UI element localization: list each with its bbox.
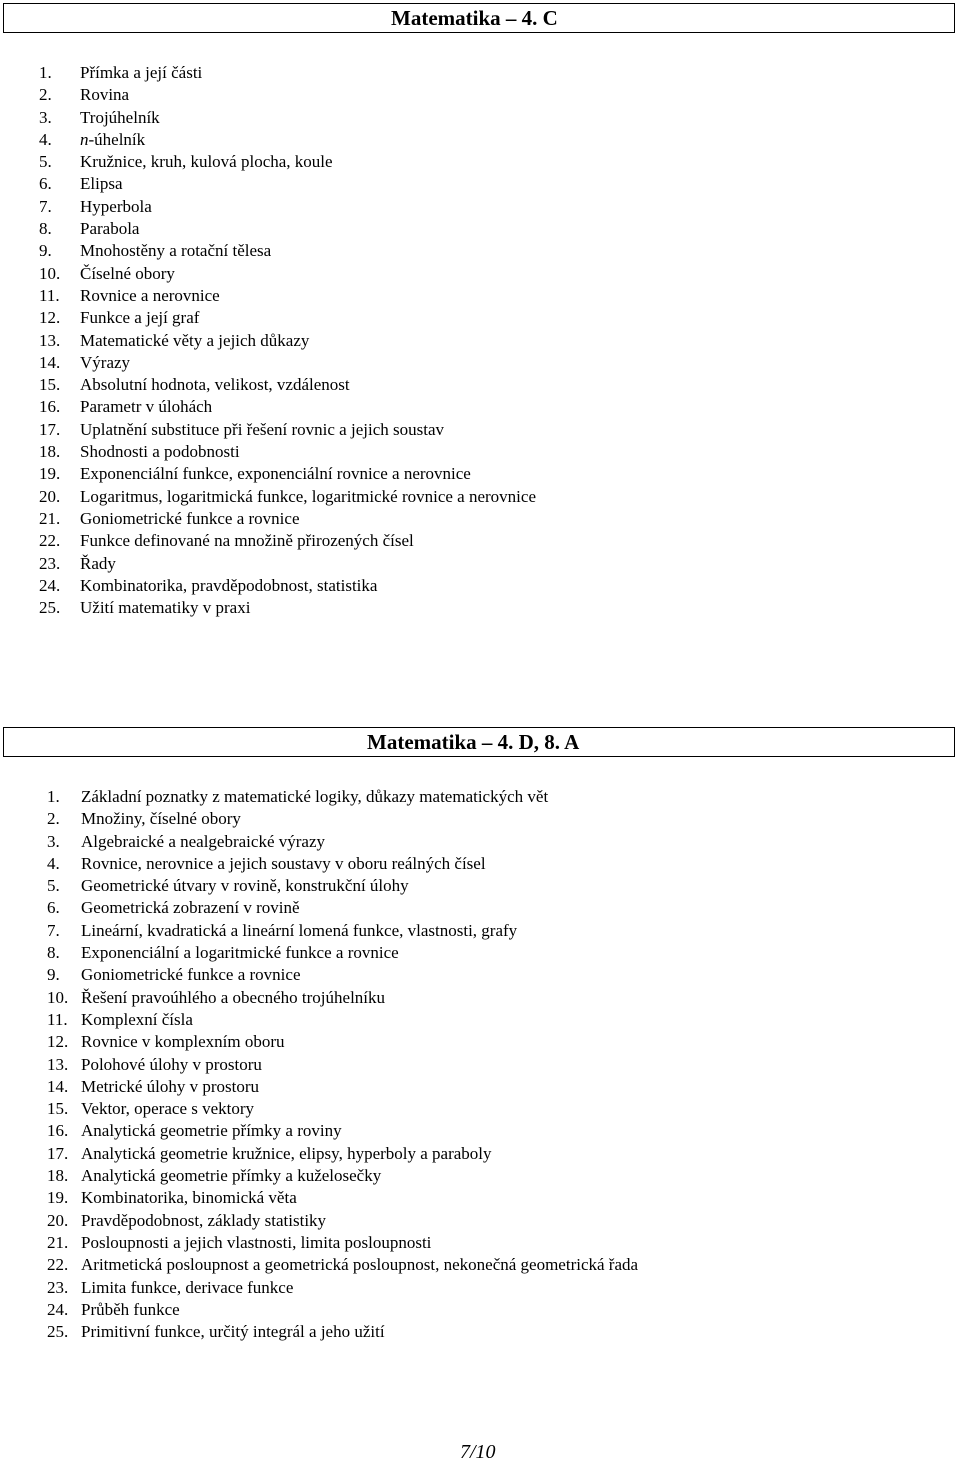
list-item	[39, 352, 536, 374]
list-item-text: Limita funkce, derivace funkce	[81, 1277, 294, 1297]
list-item	[39, 84, 536, 106]
list-item-number: 24.	[39, 575, 61, 595]
list-item-text: Číselné obory	[80, 263, 175, 283]
list-item	[47, 1031, 638, 1053]
list-item	[39, 129, 536, 151]
list-item-number: 17.	[47, 1143, 69, 1163]
list-item-number: 2.	[39, 85, 52, 105]
list-item-number: 23.	[39, 553, 61, 573]
list-item-number: 15.	[47, 1099, 69, 1119]
list-item-number: 19.	[39, 464, 61, 484]
list-item-number: 20.	[39, 486, 61, 506]
list-item-text: Výrazy	[80, 352, 131, 372]
list-item-number: 17.	[39, 419, 61, 439]
list-item	[47, 786, 638, 808]
list-item-text: Přímka a její části	[80, 63, 203, 82]
list-item-text: Posloupnosti a jejich vlastnosti, limita posloupnosti	[81, 1232, 432, 1252]
list-item-text: Mnohostěny a rotační tělesa	[80, 241, 272, 261]
list-item	[39, 597, 536, 619]
list-item-text: Elipsa	[80, 174, 123, 194]
list-item	[39, 218, 536, 240]
list-item-text: Funkce a její graf	[80, 308, 200, 328]
list-item-number: 16.	[47, 1121, 69, 1141]
list-item-text: Geometrické útvary v rovině, konstrukční úlohy	[81, 876, 409, 896]
list-item	[39, 575, 536, 597]
list-item-text: n-úhelník	[80, 129, 146, 149]
list-item-number: 23.	[47, 1277, 69, 1297]
list-item	[47, 942, 638, 964]
list-item-text: Aritmetická posloupnost a geometrická posloupnost, nekonečná geometrická řada	[81, 1255, 639, 1275]
section-c-title: Matematika – 4. C	[391, 6, 558, 30]
list-item	[47, 831, 638, 853]
list-item-text: Parabola	[80, 219, 140, 239]
list-item	[47, 920, 638, 942]
list-item	[39, 196, 536, 218]
list-item-text: Množiny, číselné obory	[81, 809, 241, 829]
list-item	[47, 1299, 638, 1321]
list-item-text: Lineární, kvadratická a lineární lomená funkce, vlastnosti, grafy	[81, 920, 518, 940]
list-item-number: 13.	[39, 330, 61, 350]
list-item	[47, 875, 638, 897]
list-item-text: Metrické úlohy v prostoru	[81, 1076, 259, 1096]
list-item-text: Goniometrické funkce a rovnice	[81, 965, 301, 985]
list-item	[39, 151, 536, 173]
list-item	[47, 897, 638, 919]
list-item-text: Matematické věty a jejich důkazy	[80, 330, 310, 350]
list-item-text: Rovina	[80, 85, 130, 105]
list-item-text: Polohové úlohy v prostoru	[81, 1054, 262, 1074]
list-item	[47, 1321, 638, 1343]
list-item-text: Goniometrické funkce a rovnice	[80, 508, 300, 528]
list-item-number: 5.	[39, 152, 52, 172]
section-d-topic-list	[47, 786, 638, 1343]
list-item-number: 16.	[39, 397, 61, 417]
list-item	[47, 808, 638, 830]
list-item-text: Rovnice a nerovnice	[80, 285, 220, 305]
list-item	[47, 1187, 638, 1209]
list-item	[39, 285, 536, 307]
list-item	[47, 1232, 638, 1254]
list-item-number: 8.	[39, 219, 52, 239]
list-item	[39, 419, 536, 441]
list-item-number: 1.	[47, 787, 60, 806]
list-item	[39, 240, 536, 262]
list-item-text: Primitivní funkce, určitý integrál a jeho užití	[81, 1322, 385, 1342]
list-item-number: 6.	[39, 174, 52, 194]
list-item-text: Kombinatorika, pravděpodobnost, statistika	[80, 575, 378, 595]
list-item	[47, 987, 638, 1009]
list-item-number: 12.	[39, 308, 61, 328]
list-item	[47, 1210, 638, 1232]
list-item-number: 3.	[47, 831, 60, 851]
list-item-number: 12.	[47, 1032, 69, 1052]
list-item-number: 20.	[47, 1210, 69, 1230]
list-item-number: 21.	[39, 508, 61, 528]
list-item-text: Hyperbola	[80, 196, 152, 216]
list-item-text: Exponenciální a logaritmické funkce a rovnice	[81, 943, 399, 963]
list-item	[39, 530, 536, 552]
list-item-text: Uplatnění substituce při řešení rovnic a jejich soustav	[80, 419, 444, 439]
list-item-number: 22.	[47, 1255, 69, 1275]
list-item-number: 8.	[47, 943, 60, 963]
list-item-number: 11.	[47, 1009, 68, 1029]
list-item-text: Geometrická zobrazení v rovině	[81, 898, 300, 918]
section-c-header	[3, 3, 955, 33]
list-item-number: 9.	[47, 965, 60, 985]
list-item-text: Analytická geometrie kružnice, elipsy, hyperboly a paraboly	[81, 1143, 492, 1163]
section-d-title: Matematika – 4. D, 8. A	[367, 730, 580, 754]
list-item-text: Exponenciální funkce, exponenciální rovnice a nerovnice	[80, 464, 471, 484]
list-item-number: 18.	[47, 1166, 69, 1186]
list-item-text: Logaritmus, logaritmická funkce, logaritmické rovnice a nerovnice	[80, 486, 536, 506]
list-item-number: 7.	[39, 196, 52, 216]
list-item-number: 22.	[39, 531, 61, 551]
list-item-text: Rovnice, nerovnice a jejich soustavy v oboru reálných čísel	[81, 853, 486, 873]
list-item	[47, 853, 638, 875]
list-item	[39, 107, 536, 129]
section-d-header	[3, 727, 955, 757]
list-item-number: 1.	[39, 63, 52, 82]
list-item	[39, 553, 536, 575]
list-item	[39, 396, 536, 418]
list-item-number: 25.	[47, 1322, 69, 1342]
list-item	[47, 1076, 638, 1098]
list-item-text: Komplexní čísla	[81, 1009, 193, 1029]
list-item-number: 9.	[39, 241, 52, 261]
list-item-number: 18.	[39, 442, 61, 462]
list-item-number: 10.	[47, 987, 69, 1007]
list-item-number: 5.	[47, 876, 60, 896]
list-item-number: 21.	[47, 1232, 69, 1252]
list-item-number: 6.	[47, 898, 60, 918]
list-item	[39, 441, 536, 463]
list-item-number: 11.	[39, 285, 60, 305]
list-item-text: Trojúhelník	[80, 107, 160, 127]
list-item-number: 4.	[47, 853, 60, 873]
list-item-text: Užití matematiky v praxi	[80, 598, 251, 618]
list-item-number: 10.	[39, 263, 61, 283]
list-item-text: Analytická geometrie přímky a kuželosečky	[81, 1166, 382, 1186]
list-item	[39, 307, 536, 329]
list-item-text: Kombinatorika, binomická věta	[81, 1188, 297, 1208]
list-item-text: Absolutní hodnota, velikost, vzdálenost	[80, 375, 350, 395]
list-item	[47, 1009, 638, 1031]
list-item	[39, 508, 536, 530]
list-item-text: Shodnosti a podobnosti	[80, 442, 240, 462]
list-item-number: 13.	[47, 1054, 69, 1074]
list-item-text: Průběh funkce	[81, 1299, 180, 1319]
list-item	[47, 1165, 638, 1187]
list-item-number: 25.	[39, 598, 61, 618]
list-item	[39, 62, 536, 84]
list-item-text: Základní poznatky z matematické logiky, důkazy matematických vět	[81, 787, 549, 806]
list-item	[47, 1098, 638, 1120]
list-item	[47, 1120, 638, 1142]
list-item-text: Parametr v úlohách	[80, 397, 213, 417]
list-item	[39, 330, 536, 352]
list-item-text: Řady	[80, 553, 116, 573]
list-item-text: Pravděpodobnost, základy statistiky	[81, 1210, 327, 1230]
list-item-number: 7.	[47, 920, 60, 940]
list-item-number: 4.	[39, 129, 52, 149]
list-item	[39, 463, 536, 485]
list-item-number: 15.	[39, 375, 61, 395]
list-item-text: Kružnice, kruh, kulová plocha, koule	[80, 152, 333, 172]
list-item-text: Analytická geometrie přímky a roviny	[81, 1121, 342, 1141]
list-item-number: 19.	[47, 1188, 69, 1208]
list-item-text: Vektor, operace s vektory	[81, 1099, 255, 1119]
section-c-topic-list	[39, 62, 536, 619]
list-item-number: 14.	[47, 1076, 69, 1096]
list-item	[39, 173, 536, 195]
list-item-text: Algebraické a nealgebraické výrazy	[81, 831, 325, 851]
list-item-number: 2.	[47, 809, 60, 829]
list-item	[47, 1143, 638, 1165]
list-item	[39, 374, 536, 396]
page-number: 7/10	[460, 1441, 496, 1463]
list-item-number: 3.	[39, 107, 52, 127]
list-item	[47, 1254, 638, 1276]
list-item	[39, 486, 536, 508]
list-item-text: Řešení pravoúhlého a obecného trojúhelníku	[81, 987, 386, 1007]
list-item-number: 14.	[39, 352, 61, 372]
list-item-number: 24.	[47, 1299, 69, 1319]
list-item-text: Rovnice v komplexním oboru	[81, 1032, 285, 1052]
list-item	[47, 964, 638, 986]
list-item-text: Funkce definované na množině přirozených čísel	[80, 531, 414, 551]
list-item	[47, 1054, 638, 1076]
list-item	[47, 1277, 638, 1299]
list-item	[39, 263, 536, 285]
